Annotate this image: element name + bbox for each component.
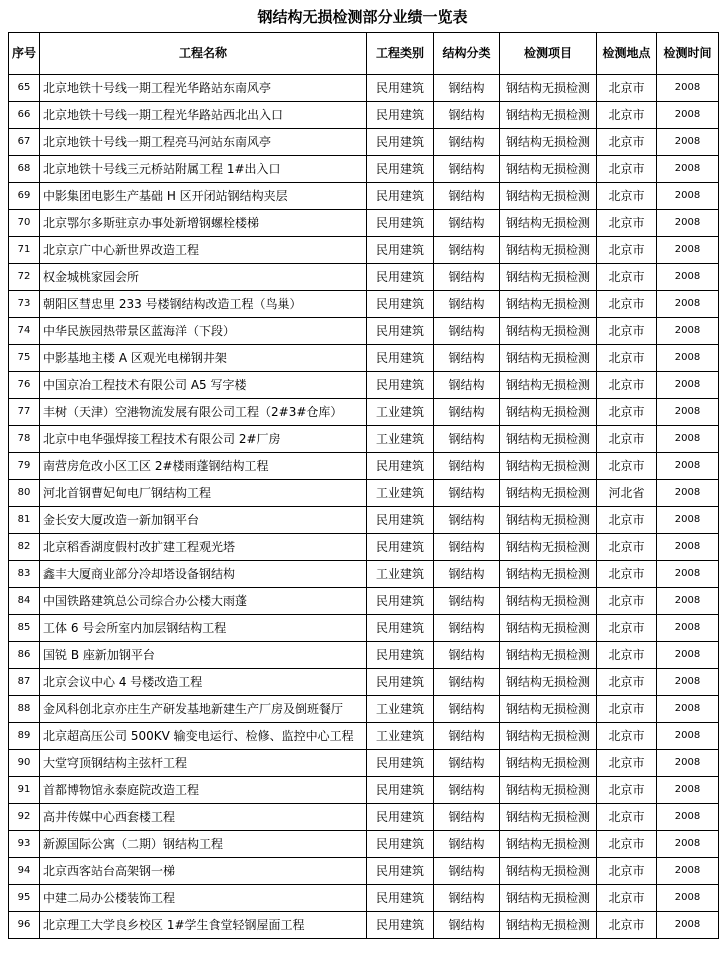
header-category: 工程类别 — [367, 33, 434, 75]
cell-item: 钢结构无损检测 — [500, 318, 597, 345]
cell-name: 北京京广中心新世界改造工程 — [40, 237, 367, 264]
cell-name: 中华民族园热带景区蓝海洋（下段） — [40, 318, 367, 345]
cell-category: 民用建筑 — [367, 318, 434, 345]
cell-place: 北京市 — [597, 156, 657, 183]
header-place: 检测地点 — [597, 33, 657, 75]
cell-no: 84 — [9, 588, 40, 615]
table-row — [9, 372, 719, 399]
table-body — [9, 75, 719, 939]
cell-structure: 钢结构 — [434, 507, 500, 534]
table-row — [9, 723, 719, 750]
cell-item: 钢结构无损检测 — [500, 102, 597, 129]
cell-item: 钢结构无损检测 — [500, 480, 597, 507]
cell-place: 北京市 — [597, 750, 657, 777]
cell-item: 钢结构无损检测 — [500, 345, 597, 372]
cell-item: 钢结构无损检测 — [500, 723, 597, 750]
performance-table — [8, 32, 719, 939]
cell-category: 民用建筑 — [367, 291, 434, 318]
cell-time: 2008 — [657, 102, 719, 129]
cell-structure: 钢结构 — [434, 318, 500, 345]
cell-category: 工业建筑 — [367, 561, 434, 588]
cell-item: 钢结构无损检测 — [500, 777, 597, 804]
cell-item: 钢结构无损检测 — [500, 453, 597, 480]
cell-category: 民用建筑 — [367, 750, 434, 777]
cell-no: 92 — [9, 804, 40, 831]
cell-time: 2008 — [657, 615, 719, 642]
table-row — [9, 750, 719, 777]
cell-item: 钢结构无损检测 — [500, 534, 597, 561]
cell-item: 钢结构无损检测 — [500, 237, 597, 264]
cell-name: 北京鄂尔多斯驻京办事处新增钢螺栓楼梯 — [40, 210, 367, 237]
cell-category: 民用建筑 — [367, 507, 434, 534]
cell-structure: 钢结构 — [434, 345, 500, 372]
cell-time: 2008 — [657, 507, 719, 534]
cell-place: 北京市 — [597, 723, 657, 750]
table-row — [9, 858, 719, 885]
cell-time: 2008 — [657, 210, 719, 237]
cell-no: 73 — [9, 291, 40, 318]
table-row — [9, 453, 719, 480]
table-row — [9, 102, 719, 129]
cell-place: 北京市 — [597, 75, 657, 102]
table-row — [9, 507, 719, 534]
cell-place: 北京市 — [597, 102, 657, 129]
cell-place: 北京市 — [597, 534, 657, 561]
cell-item: 钢结构无损检测 — [500, 183, 597, 210]
cell-structure: 钢结构 — [434, 750, 500, 777]
cell-name: 北京会议中心 4 号楼改造工程 — [40, 669, 367, 696]
cell-name: 北京地铁十号线一期工程亮马河站东南风亭 — [40, 129, 367, 156]
cell-item: 钢结构无损检测 — [500, 885, 597, 912]
cell-time: 2008 — [657, 156, 719, 183]
cell-category: 民用建筑 — [367, 642, 434, 669]
cell-structure: 钢结构 — [434, 426, 500, 453]
table-row — [9, 588, 719, 615]
cell-place: 北京市 — [597, 345, 657, 372]
cell-place: 北京市 — [597, 372, 657, 399]
cell-structure: 钢结构 — [434, 831, 500, 858]
cell-category: 民用建筑 — [367, 75, 434, 102]
cell-structure: 钢结构 — [434, 696, 500, 723]
cell-structure: 钢结构 — [434, 453, 500, 480]
table-row — [9, 696, 719, 723]
table-row — [9, 885, 719, 912]
cell-item: 钢结构无损检测 — [500, 426, 597, 453]
cell-no: 87 — [9, 669, 40, 696]
cell-category: 民用建筑 — [367, 615, 434, 642]
cell-item: 钢结构无损检测 — [500, 858, 597, 885]
cell-no: 67 — [9, 129, 40, 156]
cell-place: 北京市 — [597, 804, 657, 831]
cell-place: 北京市 — [597, 399, 657, 426]
cell-place: 北京市 — [597, 669, 657, 696]
cell-no: 89 — [9, 723, 40, 750]
cell-name: 北京理工大学良乡校区 1#学生食堂轻钢屋面工程 — [40, 912, 367, 939]
cell-name: 北京地铁十号线一期工程光华路站东南风亭 — [40, 75, 367, 102]
cell-name: 权金城桃家园会所 — [40, 264, 367, 291]
cell-time: 2008 — [657, 183, 719, 210]
cell-place: 北京市 — [597, 831, 657, 858]
table-row — [9, 480, 719, 507]
table-row — [9, 669, 719, 696]
table-row — [9, 615, 719, 642]
cell-category: 工业建筑 — [367, 723, 434, 750]
header-no: 序号 — [9, 33, 40, 75]
cell-time: 2008 — [657, 777, 719, 804]
cell-name: 北京稻香湖度假村改扩建工程观光塔 — [40, 534, 367, 561]
cell-category: 工业建筑 — [367, 480, 434, 507]
cell-place: 河北省 — [597, 480, 657, 507]
cell-structure: 钢结构 — [434, 291, 500, 318]
table-row — [9, 75, 719, 102]
cell-structure: 钢结构 — [434, 885, 500, 912]
table-row — [9, 912, 719, 939]
cell-name: 鑫丰大厦商业部分冷却塔设备钢结构 — [40, 561, 367, 588]
cell-place: 北京市 — [597, 129, 657, 156]
table-row — [9, 345, 719, 372]
cell-time: 2008 — [657, 831, 719, 858]
cell-item: 钢结构无损检测 — [500, 642, 597, 669]
cell-time: 2008 — [657, 426, 719, 453]
cell-name: 国锐 B 座新加钢平台 — [40, 642, 367, 669]
cell-time: 2008 — [657, 534, 719, 561]
cell-no: 78 — [9, 426, 40, 453]
cell-time: 2008 — [657, 723, 719, 750]
cell-place: 北京市 — [597, 453, 657, 480]
cell-no: 79 — [9, 453, 40, 480]
cell-place: 北京市 — [597, 291, 657, 318]
cell-structure: 钢结构 — [434, 237, 500, 264]
table-row — [9, 210, 719, 237]
cell-no: 70 — [9, 210, 40, 237]
cell-no: 88 — [9, 696, 40, 723]
cell-no: 75 — [9, 345, 40, 372]
cell-structure: 钢结构 — [434, 723, 500, 750]
cell-structure: 钢结构 — [434, 372, 500, 399]
cell-category: 民用建筑 — [367, 858, 434, 885]
cell-no: 95 — [9, 885, 40, 912]
cell-item: 钢结构无损检测 — [500, 507, 597, 534]
cell-place: 北京市 — [597, 588, 657, 615]
cell-name: 河北首钢曹妃甸电厂钢结构工程 — [40, 480, 367, 507]
cell-structure: 钢结构 — [434, 858, 500, 885]
table-row — [9, 318, 719, 345]
cell-time: 2008 — [657, 588, 719, 615]
header-time: 检测时间 — [657, 33, 719, 75]
cell-name: 中影基地主楼 A 区观光电梯钢井架 — [40, 345, 367, 372]
cell-item: 钢结构无损检测 — [500, 804, 597, 831]
table-row — [9, 642, 719, 669]
cell-place: 北京市 — [597, 777, 657, 804]
cell-item: 钢结构无损检测 — [500, 291, 597, 318]
cell-item: 钢结构无损检测 — [500, 588, 597, 615]
cell-time: 2008 — [657, 372, 719, 399]
cell-category: 民用建筑 — [367, 669, 434, 696]
table-row — [9, 237, 719, 264]
cell-time: 2008 — [657, 750, 719, 777]
cell-no: 69 — [9, 183, 40, 210]
cell-name: 大堂穹顶钢结构主弦杆工程 — [40, 750, 367, 777]
cell-item: 钢结构无损检测 — [500, 75, 597, 102]
cell-structure: 钢结构 — [434, 399, 500, 426]
cell-item: 钢结构无损检测 — [500, 912, 597, 939]
cell-no: 77 — [9, 399, 40, 426]
cell-name: 中影集团电影生产基础 H 区开闭站钢结构夹层 — [40, 183, 367, 210]
cell-no: 65 — [9, 75, 40, 102]
cell-name: 新源国际公寓（二期）钢结构工程 — [40, 831, 367, 858]
cell-item: 钢结构无损检测 — [500, 615, 597, 642]
cell-item: 钢结构无损检测 — [500, 129, 597, 156]
cell-structure: 钢结构 — [434, 156, 500, 183]
cell-category: 民用建筑 — [367, 345, 434, 372]
cell-time: 2008 — [657, 696, 719, 723]
cell-structure: 钢结构 — [434, 669, 500, 696]
cell-time: 2008 — [657, 804, 719, 831]
cell-time: 2008 — [657, 642, 719, 669]
cell-time: 2008 — [657, 291, 719, 318]
cell-name: 丰树（天津）空港物流发展有限公司工程（2#3#仓库） — [40, 399, 367, 426]
cell-time: 2008 — [657, 480, 719, 507]
cell-no: 94 — [9, 858, 40, 885]
cell-name: 南营房危改小区工区 2#楼雨蓬钢结构工程 — [40, 453, 367, 480]
table-row — [9, 777, 719, 804]
cell-no: 66 — [9, 102, 40, 129]
cell-place: 北京市 — [597, 318, 657, 345]
cell-structure: 钢结构 — [434, 183, 500, 210]
cell-name: 北京超高压公司 500KV 输变电运行、检修、监控中心工程 — [40, 723, 367, 750]
cell-time: 2008 — [657, 561, 719, 588]
cell-category: 民用建筑 — [367, 912, 434, 939]
table-row — [9, 291, 719, 318]
cell-item: 钢结构无损检测 — [500, 561, 597, 588]
cell-name: 北京地铁十号线一期工程光华路站西北出入口 — [40, 102, 367, 129]
cell-item: 钢结构无损检测 — [500, 669, 597, 696]
cell-no: 82 — [9, 534, 40, 561]
cell-category: 民用建筑 — [367, 453, 434, 480]
cell-name: 高井传媒中心西套楼工程 — [40, 804, 367, 831]
cell-no: 90 — [9, 750, 40, 777]
cell-no: 93 — [9, 831, 40, 858]
cell-place: 北京市 — [597, 210, 657, 237]
header-item: 检测项目 — [500, 33, 597, 75]
cell-structure: 钢结构 — [434, 615, 500, 642]
cell-name: 金风科创北京亦庄生产研发基地新建生产厂房及倒班餐厅 — [40, 696, 367, 723]
cell-structure: 钢结构 — [434, 534, 500, 561]
cell-category: 工业建筑 — [367, 696, 434, 723]
cell-category: 民用建筑 — [367, 210, 434, 237]
cell-time: 2008 — [657, 399, 719, 426]
cell-no: 91 — [9, 777, 40, 804]
cell-category: 民用建筑 — [367, 777, 434, 804]
cell-place: 北京市 — [597, 264, 657, 291]
cell-structure: 钢结构 — [434, 264, 500, 291]
cell-name: 北京地铁十号线三元桥站附属工程 1#出入口 — [40, 156, 367, 183]
cell-place: 北京市 — [597, 615, 657, 642]
cell-structure: 钢结构 — [434, 777, 500, 804]
cell-name: 中国铁路建筑总公司综合办公楼大雨蓬 — [40, 588, 367, 615]
table-row — [9, 804, 719, 831]
table-row — [9, 183, 719, 210]
cell-time: 2008 — [657, 912, 719, 939]
table-row — [9, 561, 719, 588]
cell-structure: 钢结构 — [434, 561, 500, 588]
cell-category: 民用建筑 — [367, 237, 434, 264]
cell-place: 北京市 — [597, 561, 657, 588]
cell-structure: 钢结构 — [434, 102, 500, 129]
cell-time: 2008 — [657, 669, 719, 696]
cell-category: 民用建筑 — [367, 831, 434, 858]
cell-item: 钢结构无损检测 — [500, 831, 597, 858]
cell-place: 北京市 — [597, 912, 657, 939]
cell-item: 钢结构无损检测 — [500, 210, 597, 237]
cell-category: 工业建筑 — [367, 426, 434, 453]
cell-time: 2008 — [657, 237, 719, 264]
cell-structure: 钢结构 — [434, 75, 500, 102]
cell-no: 81 — [9, 507, 40, 534]
header-structure: 结构分类 — [434, 33, 500, 75]
cell-category: 工业建筑 — [367, 399, 434, 426]
header-row — [9, 33, 719, 75]
cell-place: 北京市 — [597, 642, 657, 669]
cell-name: 工体 6 号会所室内加层钢结构工程 — [40, 615, 367, 642]
page-title: 钢结构无损检测部分业绩一览表 — [257, 8, 468, 26]
cell-item: 钢结构无损检测 — [500, 696, 597, 723]
cell-place: 北京市 — [597, 696, 657, 723]
table-row — [9, 426, 719, 453]
cell-item: 钢结构无损检测 — [500, 750, 597, 777]
cell-structure: 钢结构 — [434, 804, 500, 831]
cell-category: 民用建筑 — [367, 102, 434, 129]
cell-structure: 钢结构 — [434, 588, 500, 615]
cell-time: 2008 — [657, 264, 719, 291]
header-name: 工程名称 — [40, 33, 367, 75]
cell-place: 北京市 — [597, 507, 657, 534]
cell-structure: 钢结构 — [434, 210, 500, 237]
cell-structure: 钢结构 — [434, 912, 500, 939]
table-row — [9, 156, 719, 183]
cell-name: 北京中电华强焊接工程技术有限公司 2#厂房 — [40, 426, 367, 453]
cell-category: 民用建筑 — [367, 183, 434, 210]
cell-place: 北京市 — [597, 237, 657, 264]
cell-name: 中建二局办公楼装饰工程 — [40, 885, 367, 912]
cell-category: 民用建筑 — [367, 372, 434, 399]
cell-category: 民用建筑 — [367, 885, 434, 912]
cell-time: 2008 — [657, 885, 719, 912]
cell-no: 71 — [9, 237, 40, 264]
cell-name: 中国京冶工程技术有限公司 A5 写字楼 — [40, 372, 367, 399]
table-row — [9, 264, 719, 291]
cell-no: 85 — [9, 615, 40, 642]
table-row — [9, 831, 719, 858]
cell-no: 76 — [9, 372, 40, 399]
cell-name: 北京西客站台高架钢一梯 — [40, 858, 367, 885]
cell-time: 2008 — [657, 453, 719, 480]
cell-time: 2008 — [657, 75, 719, 102]
cell-name: 金长安大厦改造一新加钢平台 — [40, 507, 367, 534]
cell-no: 80 — [9, 480, 40, 507]
cell-no: 74 — [9, 318, 40, 345]
cell-time: 2008 — [657, 129, 719, 156]
cell-structure: 钢结构 — [434, 642, 500, 669]
cell-category: 民用建筑 — [367, 588, 434, 615]
cell-item: 钢结构无损检测 — [500, 372, 597, 399]
table-row — [9, 129, 719, 156]
cell-no: 96 — [9, 912, 40, 939]
cell-item: 钢结构无损检测 — [500, 264, 597, 291]
cell-item: 钢结构无损检测 — [500, 399, 597, 426]
cell-category: 民用建筑 — [367, 264, 434, 291]
cell-name: 朝阳区彗忠里 233 号楼钢结构改造工程（鸟巢） — [40, 291, 367, 318]
cell-category: 民用建筑 — [367, 534, 434, 561]
cell-structure: 钢结构 — [434, 480, 500, 507]
cell-no: 72 — [9, 264, 40, 291]
cell-no: 86 — [9, 642, 40, 669]
cell-place: 北京市 — [597, 183, 657, 210]
table-row — [9, 399, 719, 426]
cell-category: 民用建筑 — [367, 804, 434, 831]
cell-item: 钢结构无损检测 — [500, 156, 597, 183]
cell-place: 北京市 — [597, 426, 657, 453]
cell-category: 民用建筑 — [367, 129, 434, 156]
cell-time: 2008 — [657, 345, 719, 372]
cell-structure: 钢结构 — [434, 129, 500, 156]
cell-time: 2008 — [657, 858, 719, 885]
cell-no: 83 — [9, 561, 40, 588]
cell-place: 北京市 — [597, 858, 657, 885]
cell-no: 68 — [9, 156, 40, 183]
cell-name: 首都博物馆永泰庭院改造工程 — [40, 777, 367, 804]
table-row — [9, 534, 719, 561]
cell-category: 民用建筑 — [367, 156, 434, 183]
cell-time: 2008 — [657, 318, 719, 345]
cell-place: 北京市 — [597, 885, 657, 912]
